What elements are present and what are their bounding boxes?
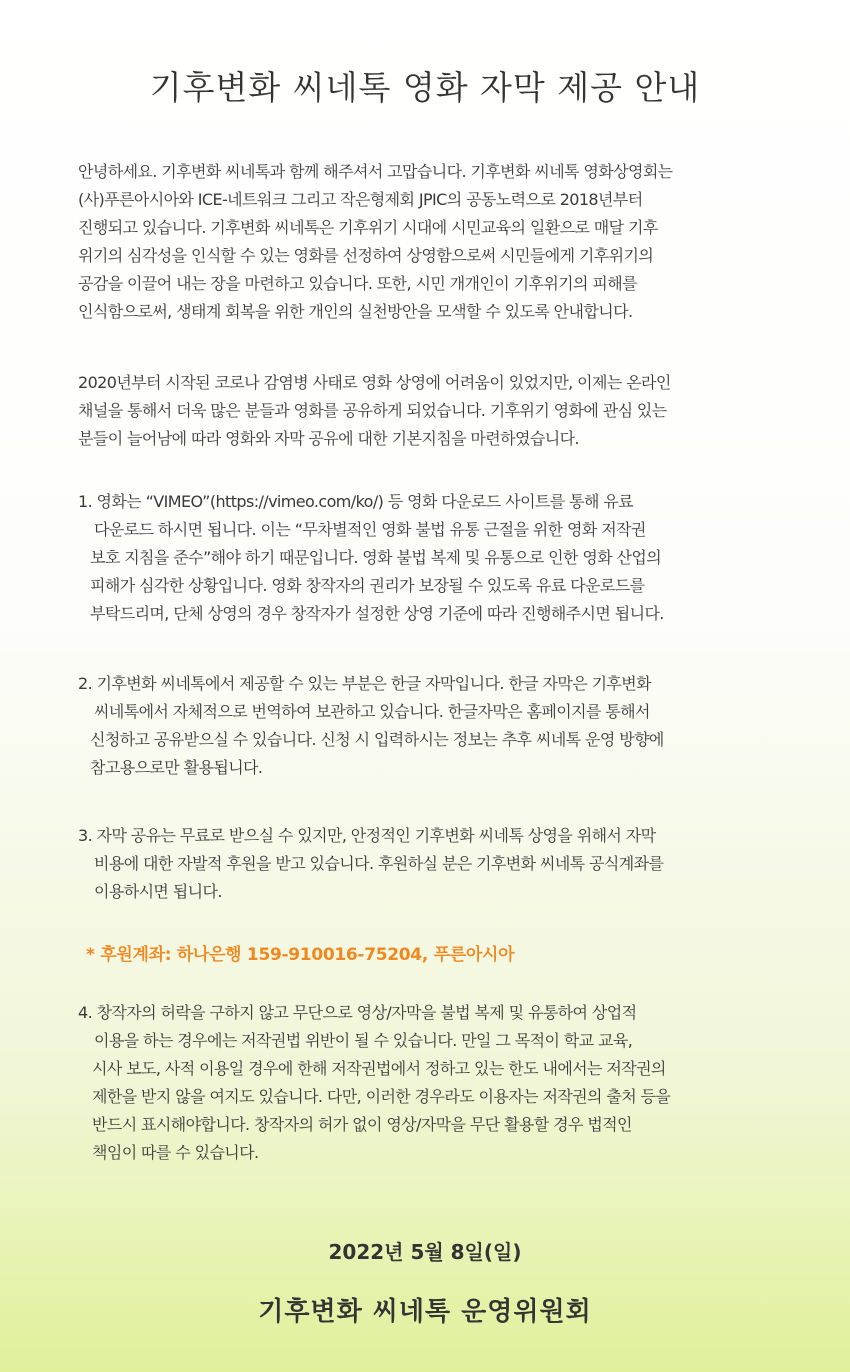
item-line: 4. 창작자의 허락을 구하지 않고 무단으로 영상/자막을 불법 복제 및 유통하여 상업적 <box>78 1003 637 1022</box>
item-line: 3. 자막 공유는 무료로 받으실 수 있지만, 안정적인 기후변화 씨네톡 상영을 위해서 자막 <box>78 826 656 845</box>
item-line: 씨네톡에서 자체적으로 번역하여 보관하고 있습니다. 한글자막은 홈페이지를 통해서 <box>94 702 650 721</box>
item-line: 피해가 심각한 상황입니다. 영화 창작자의 권리가 보장될 수 있도록 유료 다운로드를 <box>90 576 645 595</box>
page-title: 기후변화 씨네톡 영화 자막 제공 안내 <box>149 68 701 107</box>
organization-name: 기후변화 씨네톡 운영위원회 <box>258 1297 592 1327</box>
covid-line: 채널을 통해서 더욱 많은 분들과 영화를 공유하게 되었습니다. 기후위기 영화에 관심 있는 <box>78 401 667 420</box>
item-line: 다운로드 하시면 됩니다. 이는 “무차별적인 영화 불법 유통 근절을 위한 영화 저작권 <box>94 520 646 539</box>
item-line: 이용을 하는 경우에는 저작권법 위반이 될 수 있습니다. 만일 그 목적이 학교 교육, <box>94 1031 633 1050</box>
covid-line: 2020년부터 시작된 코로나 감염병 사태로 영화 상영에 어려움이 있었지만, 이제는 온라인 <box>78 373 671 392</box>
intro-paragraph <box>78 158 798 326</box>
item-line: 비용에 대한 자발적 후원을 받고 있습니다. 후원하실 분은 기후변화 씨네톡 공식계좌를 <box>94 854 664 873</box>
item-line: 참고용으로만 활용됩니다. <box>90 758 263 777</box>
covid-paragraph <box>78 369 798 453</box>
item-line: 이용하시면 됩니다. <box>94 882 222 901</box>
item-line: 2. 기후변화 씨네톡에서 제공할 수 있는 부분은 한글 자막입니다. 한글 자막은 기후변화 <box>78 674 652 693</box>
intro-line: (사)푸른아시아와 ICE-네트워크 그리고 작은형제회 JPIC의 공동노력으로 2018년부터 <box>78 190 643 209</box>
donation-account: * 후원계좌: 하나은행 159-910016-75204, 푸른아시아 <box>86 945 515 965</box>
item-line: 제한을 받지 않을 여지도 있습니다. 다만, 이러한 경우라도 이용자는 저작권의 출처 등을 <box>92 1087 671 1106</box>
item-line: 보호 지침을 준수”해야 하기 때문입니다. 영화 불법 복제 및 유통으로 인한 영화 산업의 <box>90 548 662 567</box>
guideline-item-1 <box>78 488 798 628</box>
notice-date: 2022년 5월 8일(일) <box>328 1240 522 1264</box>
item-line: 반드시 표시해야합니다. 창작자의 허가 없이 영상/자막을 무단 활용할 경우 법적인 <box>92 1115 632 1134</box>
item-line: 부탁드리며, 단체 상영의 경우 창작자가 설정한 상영 기준에 따라 진행해주시면 됩니다. <box>90 604 664 623</box>
item-line: 신청하고 공유받으실 수 있습니다. 신청 시 입력하시는 정보는 추후 씨네톡 운영 방향에 <box>90 730 664 749</box>
guideline-item-2 <box>78 670 798 782</box>
intro-line: 위기의 심각성을 인식할 수 있는 영화를 선정하여 상영함으로써 시민들에게 기후위기의 <box>78 246 654 265</box>
intro-line: 안녕하세요. 기후변화 씨네톡과 함께 해주셔서 고맙습니다. 기후변화 씨네톡 영화상영회는 <box>78 162 673 181</box>
item-line: 시사 보도, 사적 이용일 경우에 한해 저작권법에서 정하고 있는 한도 내에서는 저작권의 <box>92 1059 666 1078</box>
covid-line: 분들이 늘어남에 따라 영화와 자막 공유에 대한 기본지침을 마련하였습니다. <box>78 429 579 448</box>
item-line: 1. 영화는 “VIMEO”(https://vimeo.com/ko/) 등 영화 다운로드 사이트를 통해 유료 <box>78 492 634 511</box>
item-line: 책임이 따를 수 있습니다. <box>92 1143 259 1162</box>
intro-line: 공감을 이끌어 내는 장을 마련하고 있습니다. 또한, 시민 개개인이 기후위기의 피해를 <box>78 274 637 293</box>
intro-line: 인식함으로써, 생태계 회복을 위한 개인의 실천방안을 모색할 수 있도록 안내합니다. <box>78 302 633 321</box>
guideline-item-3 <box>78 822 798 906</box>
guideline-item-4 <box>78 999 798 1167</box>
intro-line: 진행되고 있습니다. 기후변화 씨네톡은 기후위기 시대에 시민교육의 일환으로 매달 기후 <box>78 218 658 237</box>
